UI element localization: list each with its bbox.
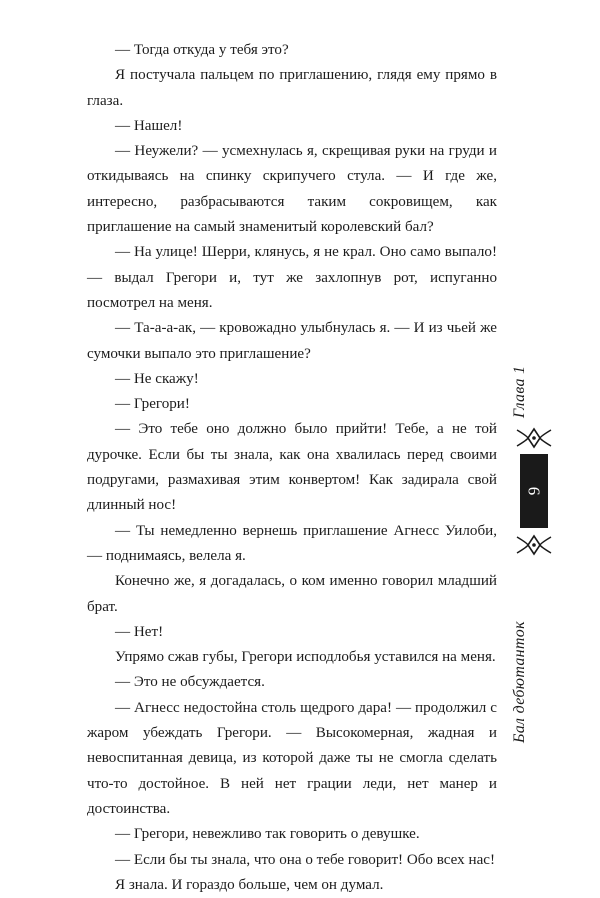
paragraph: — Нет! xyxy=(115,623,164,640)
chapter-label: Глава 1 xyxy=(511,365,528,418)
paragraph: — Неужели? — усмехнулась я, скрещивая руки на груди и откидываясь на спинку скрипучего стула. — И где же, интересно, разбрасываются таким сокровищем, как приглашение на самый знаменитый королевский бал? xyxy=(87,143,497,236)
paragraph: — Не скажу! xyxy=(115,370,199,387)
paragraph: Конечно же, я догадалась, о ком именно говорил младший брат. xyxy=(87,573,497,615)
paragraph: — Тогда откуда у тебя это? xyxy=(115,42,289,58)
paragraph: — Та-а-а-ак, — кровожадно улыбнулась я. — И из чьей же сумочки выпало это приглашение? xyxy=(87,320,497,362)
paragraph: — Агнесс недостойна столь щедрого дара! — продолжил с жаром убеждать Грегори. — Высокомерная, жадная и невоспитанная девица, из которой даже ты не смогла сделать что-то достойное. В ней нет грации леди, нет манер и достоинства. xyxy=(87,699,497,817)
diamond-flourish-icon xyxy=(513,533,555,557)
paragraph: — Это тебе оно должно было прийти! Тебе, а не той дурочке. Если бы ты знала, как она хвалилась перед своими подругами, размахивая этим конвертом! Как задирала свой длинный нос! xyxy=(87,421,497,514)
paragraph: — Нашел! xyxy=(115,117,183,134)
book-title: Бал дебютанток xyxy=(511,621,528,743)
paragraph: Упрямо сжав губы, Грегори исподлобья уставился на меня. xyxy=(115,649,496,666)
paragraph: — Если бы ты знала, что она о тебе говорит! Обо всех нас! xyxy=(115,851,495,868)
paragraph: — Это не обсуждается. xyxy=(115,674,265,691)
paragraph: — На улице! Шерри, клянусь, я не крал. Оно само выпало! — выдал Грегори и, тут же захлопнув рот, испуганно посмотрел на меня. xyxy=(87,244,497,311)
running-header xyxy=(511,268,557,748)
page-number: 9 xyxy=(524,486,543,496)
paragraph: — Грегори! xyxy=(115,396,190,413)
page-text xyxy=(87,38,497,898)
paragraph: — Ты немедленно вернешь приглашение Агнесс Уилоби, — поднимаясь, велела я. xyxy=(87,522,497,564)
diamond-flourish-icon xyxy=(513,426,555,450)
paragraph: — Грегори, невежливо так говорить о девушке. xyxy=(115,826,420,843)
paragraph: Я знала. И гораздо больше, чем он думал. xyxy=(115,876,384,893)
paragraph: Я постучала пальцем по приглашению, глядя ему прямо в глаза. xyxy=(87,67,497,109)
page-number-box xyxy=(520,454,548,528)
